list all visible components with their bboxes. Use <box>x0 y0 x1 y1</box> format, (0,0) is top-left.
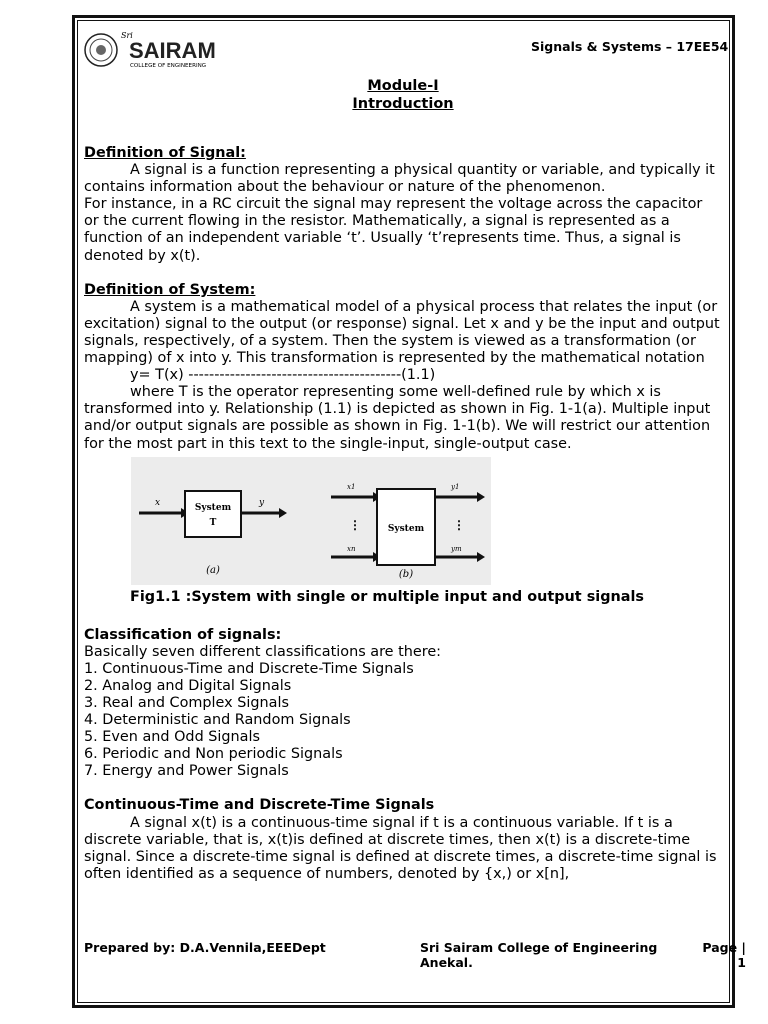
footer-page-label: Page | <box>702 940 746 955</box>
classification-item: 1. Continuous-Time and Discrete-Time Signals <box>84 660 414 677</box>
classification-item: 6. Periodic and Non periodic Signals <box>84 746 343 763</box>
footer-college-line2: Anekal. <box>420 955 473 970</box>
signal-heading: Definition of Signal: <box>84 145 246 161</box>
svg-text:y: y <box>259 497 265 508</box>
signal-paragraph-2: For instance, in a RC circuit the signal may represent the voltage across the capacitor or the current flowing in the resistor. Mathematically, a signal is represented as a function of an independent variable ‘t’. Usually ‘t’represents time. Thus, a signal is denoted by x(t). <box>84 196 703 264</box>
system-block-a <box>185 491 241 537</box>
footer-college <box>420 940 657 970</box>
svg-text:Sri: Sri <box>121 31 133 40</box>
system-paragraph-1: A system is a mathematical model of a physical process that relates the input (or excitation) signal to the output (or response) signal. Let x and y be the input and output signals, respectively, of a system. Then the system is viewed as a transformation (or mapping) of x into y. This transformation is represented by the mathematical notation <box>84 298 720 367</box>
classification-item: 5. Even and Odd Signals <box>84 729 260 746</box>
footer-page <box>698 940 746 970</box>
classification-intro: Basically seven different classifications are there: <box>84 643 442 660</box>
system-equation: y= T(x) -----------------------------------------(1.1) <box>130 367 436 384</box>
svg-text:(a): (a) <box>206 564 220 576</box>
classification-item: 3. Real and Complex Signals <box>84 694 289 711</box>
figure-caption: Fig1.1 :System with single or multiple input and output signals <box>130 588 644 605</box>
svg-text:x: x <box>155 497 161 508</box>
classification-item: 7. Energy and Power Signals <box>84 763 289 780</box>
signal-paragraph-1: A signal is a function representing a physical quantity or variable, and typically it contains information about the behaviour or nature of the phenomenon. <box>84 162 715 196</box>
svg-text:SAIRAM: SAIRAM <box>129 38 216 63</box>
svg-text:T: T <box>209 517 217 528</box>
svg-text:System: System <box>194 502 232 513</box>
course-title: Signals & Systems – 17EE54 <box>531 39 729 54</box>
ct-dt-heading: Continuous-Time and Discrete-Time Signals <box>84 797 435 814</box>
classification-item: 4. Deterministic and Random Signals <box>84 712 351 729</box>
introduction-title: Introduction <box>352 96 454 112</box>
figure-block <box>84 457 720 627</box>
ct-dt-paragraph: A signal x(t) is a continuous-time signal if t is a continuous variable. If t is a discrete variable, that is, x(t)is defined at discrete times, then x(t) is a discrete-time signal. Since a discrete-time signal is defined at discrete times, a discrete-time signal is often identified as a sequence of numbers, denoted by {x,) or x[n], <box>84 814 717 882</box>
footer-college-line1: Sri Sairam College of Engineering <box>420 940 658 955</box>
footer-prepared-by: Prepared by: D.A.Vennila,EEEDept <box>84 940 326 955</box>
svg-text:System: System <box>387 523 425 534</box>
system-paragraph-2: where T is the operator representing some well-defined rule by which x is transformed into y. Relationship (1.1) is depicted as shown in Fig. 1-1(a). Multiple input and/or output signals are possible as shown in Fig. 1-1(b). We will restrict our attention for the most part in this text to the single-input, single-output case. <box>84 384 711 452</box>
college-logo <box>84 30 224 70</box>
svg-text:(b): (b) <box>398 568 414 580</box>
classification-heading: Classification of signals: <box>84 626 282 643</box>
footer-page-number: 1 <box>737 955 746 970</box>
main-content <box>84 145 720 883</box>
svg-text:⋮: ⋮ <box>453 517 465 532</box>
svg-text:ym: ym <box>451 544 462 553</box>
svg-text:x1: x1 <box>347 482 356 491</box>
module-title: Module-I <box>367 78 439 94</box>
svg-text:COLLEGE OF ENGINEERING: COLLEGE OF ENGINEERING <box>130 63 207 69</box>
system-diagram <box>131 457 491 585</box>
system-heading: Definition of System: <box>84 281 256 298</box>
classification-item: 2. Analog and Digital Signals <box>84 677 292 694</box>
svg-text:y1: y1 <box>451 482 460 491</box>
svg-text:xn: xn <box>347 544 356 553</box>
svg-text:⋮: ⋮ <box>349 517 361 532</box>
